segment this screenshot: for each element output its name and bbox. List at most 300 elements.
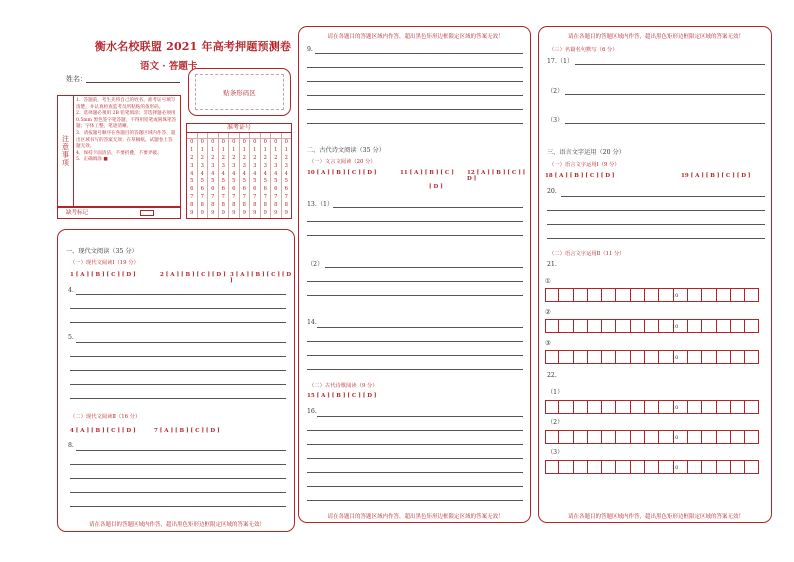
grid-cell[interactable]: [602, 319, 616, 333]
admission-digit-bubble[interactable]: 4: [200, 170, 204, 177]
admission-digit-bubble[interactable]: 2: [221, 154, 225, 161]
warning-header: 请在各题目的答题区域内作答，超出黑色矩形边框限定区域的答案无效！: [327, 34, 504, 40]
answer-line[interactable]: [333, 207, 523, 208]
grid-cell[interactable]: [574, 350, 588, 364]
admission-digit-bubble[interactable]: 7: [242, 194, 246, 201]
barcode-sticker-area: [188, 68, 291, 116]
admission-digit-bubble[interactable]: 7: [284, 194, 288, 201]
page-subtitle: 语文 · 答题卡: [140, 61, 198, 72]
grid-cell[interactable]: [631, 288, 645, 302]
grid-count-mark: 10: [672, 355, 679, 361]
grid-cell[interactable]: [545, 430, 559, 444]
writing-grid-row-1[interactable]: [545, 288, 759, 302]
admission-digit-bubble[interactable]: 4: [221, 170, 225, 177]
grid-cell[interactable]: [745, 288, 759, 302]
choice-q11[interactable]: 11 [ A ] [ B ] [ C ]: [400, 170, 454, 176]
admission-digit-bubble[interactable]: 8: [284, 202, 288, 209]
grid-cell[interactable]: [645, 460, 659, 474]
question-22-part-2-label: （2）: [547, 419, 564, 426]
section-2-title: 二、古代诗文阅读（35 分）: [307, 147, 385, 154]
answer-line[interactable]: [307, 458, 523, 459]
grid-cell[interactable]: [731, 430, 745, 444]
writing-grid-row-2[interactable]: [545, 319, 759, 333]
admission-digit-bubble[interactable]: 5: [253, 178, 257, 185]
item-1-marker: ①: [545, 277, 551, 285]
answer-line[interactable]: [70, 370, 286, 371]
admission-digit-bubble[interactable]: 4: [263, 170, 267, 177]
grid-cell[interactable]: [588, 400, 602, 414]
grid-cell[interactable]: [631, 400, 645, 414]
admission-digit-bubble[interactable]: 9: [211, 210, 215, 217]
choice-q10[interactable]: 10 [ A ] [ B ] [ C ] [ D ]: [307, 170, 377, 176]
grid-cell[interactable]: [545, 288, 559, 302]
admission-digit-bubble[interactable]: 6: [284, 186, 288, 193]
grid-cell[interactable]: [616, 288, 630, 302]
missing-exam-row: [57, 207, 181, 219]
grid-cell[interactable]: [574, 400, 588, 414]
choice-q3[interactable]: 3 [ A ] [ B ] [ C ] [ D ]: [230, 272, 292, 284]
grid-cell[interactable]: [574, 319, 588, 333]
answer-line[interactable]: [70, 492, 286, 493]
admission-digit-bubble[interactable]: 4: [274, 170, 278, 177]
subsection-language-2-title: （二）语言文字运用Ⅱ（11 分）: [549, 251, 625, 257]
answer-line[interactable]: [565, 94, 765, 95]
answer-line[interactable]: [307, 95, 523, 96]
admission-digit-bubble[interactable]: 7: [200, 194, 204, 201]
answer-line[interactable]: [307, 67, 523, 68]
admission-digit-bubble[interactable]: 0: [263, 138, 267, 145]
choice-q12[interactable]: 12 [ A ] [ B ] [ C ] [ D ]: [467, 170, 526, 182]
grid-cell[interactable]: [559, 400, 573, 414]
grid-cell[interactable]: [688, 350, 702, 364]
choice-q11-option-d[interactable]: [ D ]: [429, 184, 443, 190]
admission-digit-bubble[interactable]: 2: [284, 154, 288, 161]
admission-digit-bubble[interactable]: 4: [242, 170, 246, 177]
grid-cell[interactable]: [602, 350, 616, 364]
admission-digit-column: [250, 133, 261, 218]
admission-digit-bubble[interactable]: 7: [211, 194, 215, 201]
admission-digit-bubble[interactable]: 4: [190, 170, 194, 177]
writing-grid-row-3[interactable]: [545, 350, 759, 364]
choice-q7[interactable]: 7 [ A ] [ B ] [ C ] [ D ]: [154, 428, 220, 434]
answer-line[interactable]: [561, 196, 765, 197]
answer-panel-2: [298, 26, 531, 523]
admission-digit-bubble[interactable]: 0: [242, 138, 246, 145]
question-17-part-2-label: （2）: [547, 88, 564, 95]
note-item: 4．保持卡面清洁，不要折叠，不要弄破。: [76, 150, 162, 156]
notes-box: [57, 95, 181, 207]
admission-digit-bubble[interactable]: 3: [242, 162, 246, 169]
answer-line[interactable]: [307, 281, 523, 282]
admission-digit-bubble[interactable]: 5: [284, 178, 288, 185]
grid-cell[interactable]: [702, 319, 716, 333]
admission-digit-bubble[interactable]: 0: [232, 138, 236, 145]
choice-q15[interactable]: 15 [ A ] [ B ] [ C ] [ D ]: [307, 393, 377, 399]
grid-cell[interactable]: [645, 288, 659, 302]
answer-line[interactable]: [547, 238, 765, 239]
question-17-part-3-label: （3）: [547, 117, 564, 124]
grid-cell[interactable]: [574, 460, 588, 474]
grid-cell[interactable]: [545, 350, 559, 364]
missing-exam-label: 缺考标记: [66, 210, 89, 216]
answer-line[interactable]: [315, 53, 523, 54]
admission-digit-bubble[interactable]: 2: [263, 154, 267, 161]
admission-digit-bubble[interactable]: 0: [284, 138, 288, 145]
subsection-classical-title: （一）文言文阅读（20 分）: [309, 159, 376, 165]
answer-line[interactable]: [70, 506, 286, 507]
grid-cell[interactable]: [731, 400, 745, 414]
admission-number-grid: [186, 123, 292, 219]
admission-digit-bubble[interactable]: 0: [211, 138, 215, 145]
admission-digit-bubble[interactable]: 5: [263, 178, 267, 185]
answer-line[interactable]: [575, 64, 765, 65]
admission-digit-bubble[interactable]: 1: [284, 146, 288, 153]
question-21-label: 21.: [547, 261, 557, 268]
admission-digit-bubble[interactable]: 4: [232, 170, 236, 177]
question-13-label: 13.（1）: [307, 201, 334, 208]
admission-digit-bubble[interactable]: 5: [200, 178, 204, 185]
admission-digit-bubble[interactable]: 1: [274, 146, 278, 153]
grid-cell[interactable]: [574, 430, 588, 444]
grid-cell[interactable]: [731, 288, 745, 302]
grid-cell[interactable]: [588, 288, 602, 302]
admission-digit-bubble[interactable]: 7: [221, 194, 225, 201]
answer-line[interactable]: [307, 430, 523, 431]
answer-line[interactable]: [317, 327, 523, 328]
answer-line[interactable]: [307, 486, 523, 487]
admission-digit-bubble[interactable]: 1: [232, 146, 236, 153]
admission-digit-bubble[interactable]: 2: [211, 154, 215, 161]
admission-digit-bubble[interactable]: 0: [274, 138, 278, 145]
answer-line[interactable]: [307, 369, 523, 370]
admission-digit-column: [282, 133, 292, 218]
subsection-poetry-title: （二）古代诗歌阅读（9 分）: [309, 383, 378, 389]
admission-digit-bubble[interactable]: 3: [232, 162, 236, 169]
grid-cell[interactable]: [688, 430, 702, 444]
grid-cell[interactable]: [616, 430, 630, 444]
admission-digit-bubble[interactable]: 5: [274, 178, 278, 185]
admission-digit-bubble[interactable]: 1: [211, 146, 215, 153]
admission-digit-bubble[interactable]: 7: [274, 194, 278, 201]
question-8-label: 8.: [68, 442, 74, 449]
answer-line[interactable]: [76, 450, 286, 451]
grid-cell[interactable]: [588, 319, 602, 333]
answer-line[interactable]: [307, 444, 523, 445]
admission-digit-bubble[interactable]: 8: [232, 202, 236, 209]
grid-cell[interactable]: [616, 319, 630, 333]
admission-digit-bubble[interactable]: 5: [232, 178, 236, 185]
grid-cell[interactable]: [574, 288, 588, 302]
note-item: 5．正确填涂 ■: [76, 157, 108, 163]
grid-cell[interactable]: [688, 460, 702, 474]
writing-grid-row-5[interactable]: [545, 430, 759, 444]
grid-cell[interactable]: [559, 319, 573, 333]
grid-cell[interactable]: [717, 319, 731, 333]
subsection-language-1-title: （一）语言文字运用Ⅰ（9 分）: [549, 162, 620, 168]
answer-line[interactable]: [307, 235, 523, 236]
grid-cell[interactable]: [702, 350, 716, 364]
grid-cell[interactable]: [731, 460, 745, 474]
grid-count-mark: 10: [672, 465, 679, 471]
grid-cell[interactable]: [731, 350, 745, 364]
note-item: 1．答题前，考生先将自己的姓名、准考证号填写清楚，并认真检查监考员所粘贴的条形码。: [76, 98, 176, 110]
admission-digit-bubble[interactable]: 4: [211, 170, 215, 177]
name-field[interactable]: [86, 82, 180, 83]
answer-line[interactable]: [70, 356, 286, 357]
answer-line[interactable]: [307, 355, 523, 356]
admission-digit-bubble[interactable]: 2: [242, 154, 246, 161]
admission-digit-bubble[interactable]: 8: [274, 202, 278, 209]
grid-cell[interactable]: [631, 319, 645, 333]
grid-cell[interactable]: [616, 460, 630, 474]
admission-digit-bubble[interactable]: 2: [274, 154, 278, 161]
grid-cell[interactable]: [702, 288, 716, 302]
choice-q2[interactable]: 2 [ A ] [ B ] [ C ] [ D ]: [160, 272, 226, 278]
admission-digit-bubble[interactable]: 3: [200, 162, 204, 169]
grid-cell[interactable]: [645, 350, 659, 364]
grid-cell[interactable]: [602, 400, 616, 414]
admission-digit-column: [261, 133, 272, 218]
warning-footer: 请在各题目的答题区域内作答，超出黑色矩形边框限定区域的答案无效！: [567, 514, 744, 520]
item-2-marker: ②: [545, 308, 551, 316]
grid-cell[interactable]: [717, 460, 731, 474]
admission-digit-bubble[interactable]: 6: [232, 186, 236, 193]
question-16-label: 16.: [307, 408, 317, 415]
answer-line[interactable]: [70, 384, 286, 385]
admission-digit-bubble[interactable]: 0: [200, 138, 204, 145]
grid-cell[interactable]: [545, 460, 559, 474]
admission-digit-bubble[interactable]: 5: [211, 178, 215, 185]
admission-digit-bubble[interactable]: 1: [242, 146, 246, 153]
missing-exam-checkbox[interactable]: [140, 210, 154, 216]
question-9-label: 9.: [307, 46, 313, 53]
admission-digit-bubble[interactable]: 9: [253, 210, 257, 217]
answer-panel-3: [538, 26, 772, 523]
warning-footer: 请在各题目的答题区域内作答，超出黑色矩形边框限定区域的答案无效！: [327, 514, 504, 520]
grid-cell[interactable]: [717, 400, 731, 414]
answer-line[interactable]: [307, 109, 523, 110]
admission-digit-bubble[interactable]: 3: [274, 162, 278, 169]
answer-line[interactable]: [307, 81, 523, 82]
grid-cell[interactable]: [702, 430, 716, 444]
grid-count-mark: 10: [672, 435, 679, 441]
answer-line[interactable]: [565, 123, 765, 124]
grid-cell[interactable]: [631, 430, 645, 444]
admission-digit-column: [271, 133, 282, 218]
admission-digit-bubble[interactable]: 9: [284, 210, 288, 217]
notes-title: 注意事项: [61, 135, 70, 167]
answer-line[interactable]: [307, 221, 523, 222]
admission-digit-bubble[interactable]: 9: [274, 210, 278, 217]
admission-digit-bubble[interactable]: 3: [263, 162, 267, 169]
admission-digit-column: [208, 133, 219, 218]
admission-digit-bubble[interactable]: 1: [263, 146, 267, 153]
grid-cell[interactable]: [559, 350, 573, 364]
grid-cell[interactable]: [602, 430, 616, 444]
admission-digit-bubble[interactable]: 4: [253, 170, 257, 177]
question-22-label: 22.: [547, 372, 557, 379]
admission-digit-bubble[interactable]: 6: [221, 186, 225, 193]
admission-columns: [187, 133, 291, 218]
grid-cell[interactable]: [745, 350, 759, 364]
writing-grid-row-6[interactable]: [545, 460, 759, 474]
grid-cell[interactable]: [745, 430, 759, 444]
question-17-label: 17.（1）: [547, 58, 574, 65]
answer-line[interactable]: [307, 500, 523, 501]
grid-cell[interactable]: [745, 460, 759, 474]
grid-cell[interactable]: [631, 350, 645, 364]
answer-line[interactable]: [547, 210, 765, 211]
admission-digit-bubble[interactable]: 0: [190, 138, 194, 145]
grid-cell[interactable]: [631, 460, 645, 474]
grid-cell[interactable]: [616, 350, 630, 364]
subsection-1-title: （一）现代文阅读Ⅰ（19 分）: [70, 260, 139, 266]
admission-digit-bubble[interactable]: 8: [221, 202, 225, 209]
answer-line[interactable]: [317, 416, 523, 417]
admission-digit-bubble[interactable]: 6: [274, 186, 278, 193]
admission-digit-bubble[interactable]: 9: [200, 210, 204, 217]
answer-line[interactable]: [307, 341, 523, 342]
grid-count-mark: 10: [672, 405, 679, 411]
admission-digit-bubble[interactable]: 1: [221, 146, 225, 153]
notes-list: [76, 98, 177, 164]
grid-cell[interactable]: [545, 400, 559, 414]
answer-line[interactable]: [76, 294, 286, 295]
grid-cell[interactable]: [645, 430, 659, 444]
answer-panel-1: [57, 229, 295, 532]
admission-digit-bubble[interactable]: 8: [190, 202, 194, 209]
admission-digit-bubble[interactable]: 3: [211, 162, 215, 169]
admission-digit-bubble[interactable]: 6: [190, 186, 194, 193]
admission-digit-bubble[interactable]: 8: [200, 202, 204, 209]
answer-line[interactable]: [76, 342, 286, 343]
admission-digit-bubble[interactable]: 1: [253, 146, 257, 153]
admission-digit-bubble[interactable]: 6: [253, 186, 257, 193]
admission-digit-bubble[interactable]: 7: [253, 194, 257, 201]
question-14-label: 14.: [307, 319, 317, 326]
admission-digit-bubble[interactable]: 8: [211, 202, 215, 209]
answer-line[interactable]: [70, 464, 286, 465]
admission-digit-bubble[interactable]: 2: [200, 154, 204, 161]
admission-digit-bubble[interactable]: 0: [253, 138, 257, 145]
grid-cell[interactable]: [559, 430, 573, 444]
answer-line[interactable]: [547, 224, 765, 225]
answer-line[interactable]: [70, 322, 286, 323]
admission-digit-bubble[interactable]: 9: [263, 210, 267, 217]
grid-cell[interactable]: [602, 288, 616, 302]
admission-digit-column: [198, 133, 209, 218]
grid-cell[interactable]: [588, 430, 602, 444]
admission-digit-bubble[interactable]: 6: [200, 186, 204, 193]
note-item: 3．请按题号顺序在各题目的答题区域内作答，超出区域书写的答案无效；在草稿纸、试题卷上答题无效。: [76, 130, 176, 150]
admission-digit-column: [187, 133, 198, 218]
admission-digit-bubble[interactable]: 6: [242, 186, 246, 193]
admission-digit-bubble[interactable]: 7: [190, 194, 194, 201]
question-5-label: 5.: [68, 334, 74, 341]
grid-cell[interactable]: [602, 460, 616, 474]
admission-digit-bubble[interactable]: 8: [253, 202, 257, 209]
admission-digit-bubble[interactable]: 3: [284, 162, 288, 169]
admission-digit-bubble[interactable]: 7: [232, 194, 236, 201]
answer-line[interactable]: [70, 308, 286, 309]
writing-grid-row-4[interactable]: [545, 400, 759, 414]
admission-digit-bubble[interactable]: 5: [242, 178, 246, 185]
admission-digit-bubble[interactable]: 1: [200, 146, 204, 153]
grid-cell[interactable]: [731, 319, 745, 333]
choice-q4[interactable]: 4 [ A ] [ B ] [ C ] [ D ]: [70, 428, 136, 434]
grid-cell[interactable]: [702, 460, 716, 474]
grid-cell[interactable]: [717, 430, 731, 444]
admission-digit-bubble[interactable]: 8: [263, 202, 267, 209]
item-3-marker: ③: [545, 339, 551, 347]
grid-cell[interactable]: [588, 460, 602, 474]
admission-digit-column: [229, 133, 240, 218]
grid-cell[interactable]: [645, 319, 659, 333]
admission-digit-bubble[interactable]: 2: [190, 154, 194, 161]
answer-line[interactable]: [325, 267, 523, 268]
admission-digit-bubble[interactable]: 3: [190, 162, 194, 169]
section-1-title: 一、现代文阅读（35 分）: [66, 248, 138, 255]
admission-digit-bubble[interactable]: 3: [221, 162, 225, 169]
question-13-part-2-label: （2）: [307, 261, 324, 268]
grid-cell[interactable]: [559, 288, 573, 302]
answer-line[interactable]: [307, 472, 523, 473]
admission-digit-bubble[interactable]: 2: [232, 154, 236, 161]
admission-digit-bubble[interactable]: 1: [190, 146, 194, 153]
subsection-dictation-title: （三）名篇名句默写（6 分）: [549, 47, 618, 53]
choice-q1[interactable]: 1 [ A ] [ B ] [ C ] [ D ]: [70, 272, 136, 278]
admission-digit-bubble[interactable]: 6: [211, 186, 215, 193]
section-3-title: 三、语言文字运用（20 分）: [547, 149, 625, 156]
grid-cell[interactable]: [616, 400, 630, 414]
grid-cell[interactable]: [588, 350, 602, 364]
grid-cell[interactable]: [559, 460, 573, 474]
admission-digit-bubble[interactable]: 7: [263, 194, 267, 201]
choice-q18[interactable]: 18 [ A ] [ B ] [ C ] [ D ]: [545, 173, 615, 179]
grid-cell[interactable]: [717, 288, 731, 302]
admission-digit-bubble[interactable]: 8: [242, 202, 246, 209]
question-22-part-1-label: （1）: [547, 389, 564, 396]
admission-digit-bubble[interactable]: 9: [242, 210, 246, 217]
admission-digit-bubble[interactable]: 9: [221, 210, 225, 217]
admission-digit-bubble[interactable]: 0: [221, 138, 225, 145]
admission-digit-bubble[interactable]: 9: [190, 210, 194, 217]
answer-line[interactable]: [70, 478, 286, 479]
answer-line[interactable]: [70, 398, 286, 399]
admission-digit-bubble[interactable]: 6: [263, 186, 267, 193]
admission-digit-bubble[interactable]: 2: [253, 154, 257, 161]
admission-digit-bubble[interactable]: 4: [284, 170, 288, 177]
grid-cell[interactable]: [745, 400, 759, 414]
grid-cell[interactable]: [717, 350, 731, 364]
grid-cell[interactable]: [545, 319, 559, 333]
admission-digit-bubble[interactable]: 9: [232, 210, 236, 217]
grid-cell[interactable]: [688, 400, 702, 414]
admission-number-title: 准考证号: [187, 124, 291, 133]
grid-cell[interactable]: [688, 319, 702, 333]
answer-line[interactable]: [307, 123, 523, 124]
admission-digit-bubble[interactable]: 5: [190, 178, 194, 185]
admission-digit-bubble[interactable]: 5: [221, 178, 225, 185]
grid-cell[interactable]: [645, 400, 659, 414]
admission-digit-bubble[interactable]: 3: [253, 162, 257, 169]
grid-cell[interactable]: [688, 288, 702, 302]
grid-cell[interactable]: [702, 400, 716, 414]
answer-line[interactable]: [307, 295, 523, 296]
question-20-label: 20.: [547, 188, 557, 195]
grid-cell[interactable]: [745, 319, 759, 333]
choice-q19[interactable]: 19 [ A ] [ B ] [ C ] [ D ]: [681, 173, 751, 179]
